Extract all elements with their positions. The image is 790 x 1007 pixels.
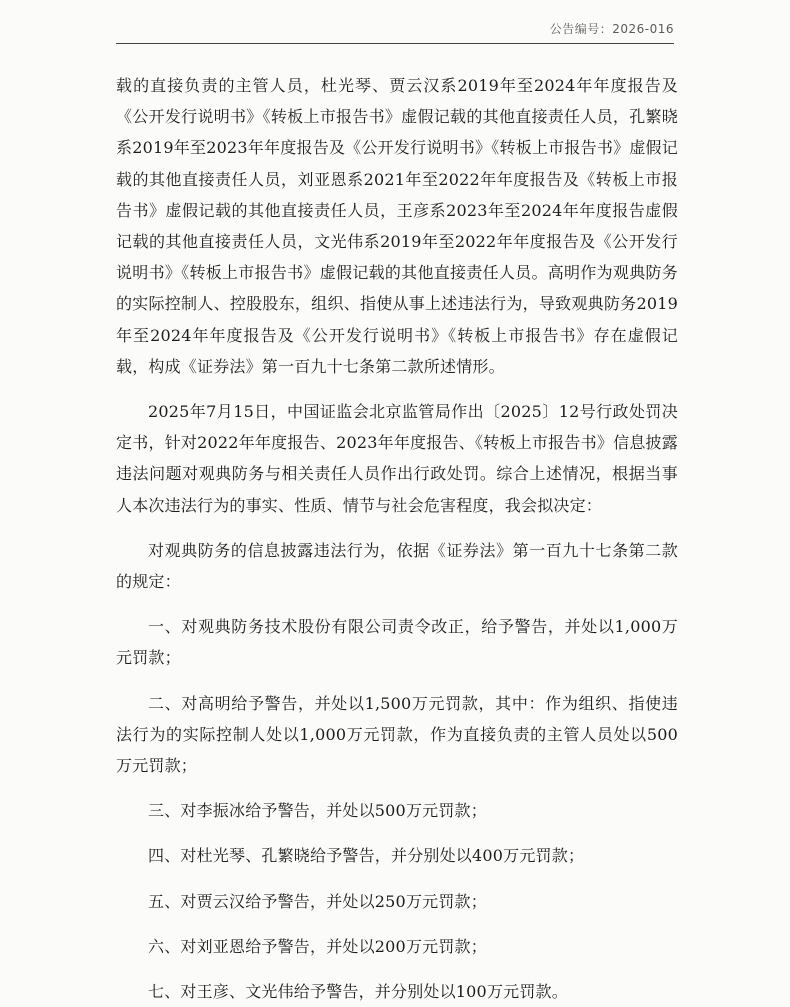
- header-divider: [116, 43, 674, 44]
- penalty-item-6: 六、对刘亚恩给予警告，并处以200万元罚款；: [148, 936, 487, 956]
- penalty-item-2: 二、对高明给予警告，并处以1,500万元罚款，其中：作为组织、指使违法行为的实际控制人处以1,000万元罚款，作为直接负责的主管人员处以500万元罚款；: [116, 693, 678, 776]
- announcement-number: 公告编号：2026-016: [549, 22, 674, 36]
- paragraph-liability-summary: 载的直接负责的主管人员，杜光琴、贾云汉系2019年至2024年年度报告及《公开发行说明书》《转板上市报告书》虚假记载的其他直接责任人员，孔繁晓系2019年至2023年年度报告及《公开发行说明书》《转板上市报告书》虚假记载的其他直接责任人员，刘亚恩系2021年至2022年年度报告及《转板上市报告书》虚假记载的其他直接责任人员，王彦系2023年至2024年年度报告虚假记载的其他直接责任人员，文光伟系2019年至2022年年度报告及《公开发行说明书》《转板上市报告书》虚假记载的其他直接责任人员。高明作为观典防务的实际控制人、控股股东，组织、指使从事上述违法行为，导致观典防务2019年至2024年年度报告及《公开发行说明书》《转板上市报告书》存在虚假记载，构成《证券法》第一百九十七条第二款所述情形。: [116, 76, 678, 376]
- penalty-item-4: 四、对杜光琴、孔繁晓给予警告，并分别处以400万元罚款；: [148, 846, 585, 866]
- paragraph-legal-basis: 对观典防务的信息披露违法行为，依据《证券法》第一百九十七条第二款的规定：: [116, 540, 678, 592]
- paragraph-prior-penalty: 2025年7月15日，中国证监会北京监管局作出〔2025〕12号行政处罚决定书，针对2022年年度报告、2023年年度报告、《转板上市报告书》信息披露违法问题对观典防务与相关责任人员作出行政处罚。综合上述情况，根据当事人本次违法行为的事实、性质、情节与社会危害程度，我会拟决定：: [116, 402, 678, 515]
- document-body: [116, 70, 678, 1007]
- penalty-item-7: 七、对王彦、文光伟给予警告，并分别处以100万元罚款。: [148, 982, 568, 1002]
- penalty-item-5: 五、对贾云汉给予警告，并处以250万元罚款；: [148, 891, 487, 911]
- penalty-item-3: 三、对李振冰给予警告，并处以500万元罚款；: [148, 801, 487, 821]
- penalty-item-1: 一、对观典防务技术股份有限公司责令改正，给予警告，并处以1,000万元罚款；: [116, 617, 678, 668]
